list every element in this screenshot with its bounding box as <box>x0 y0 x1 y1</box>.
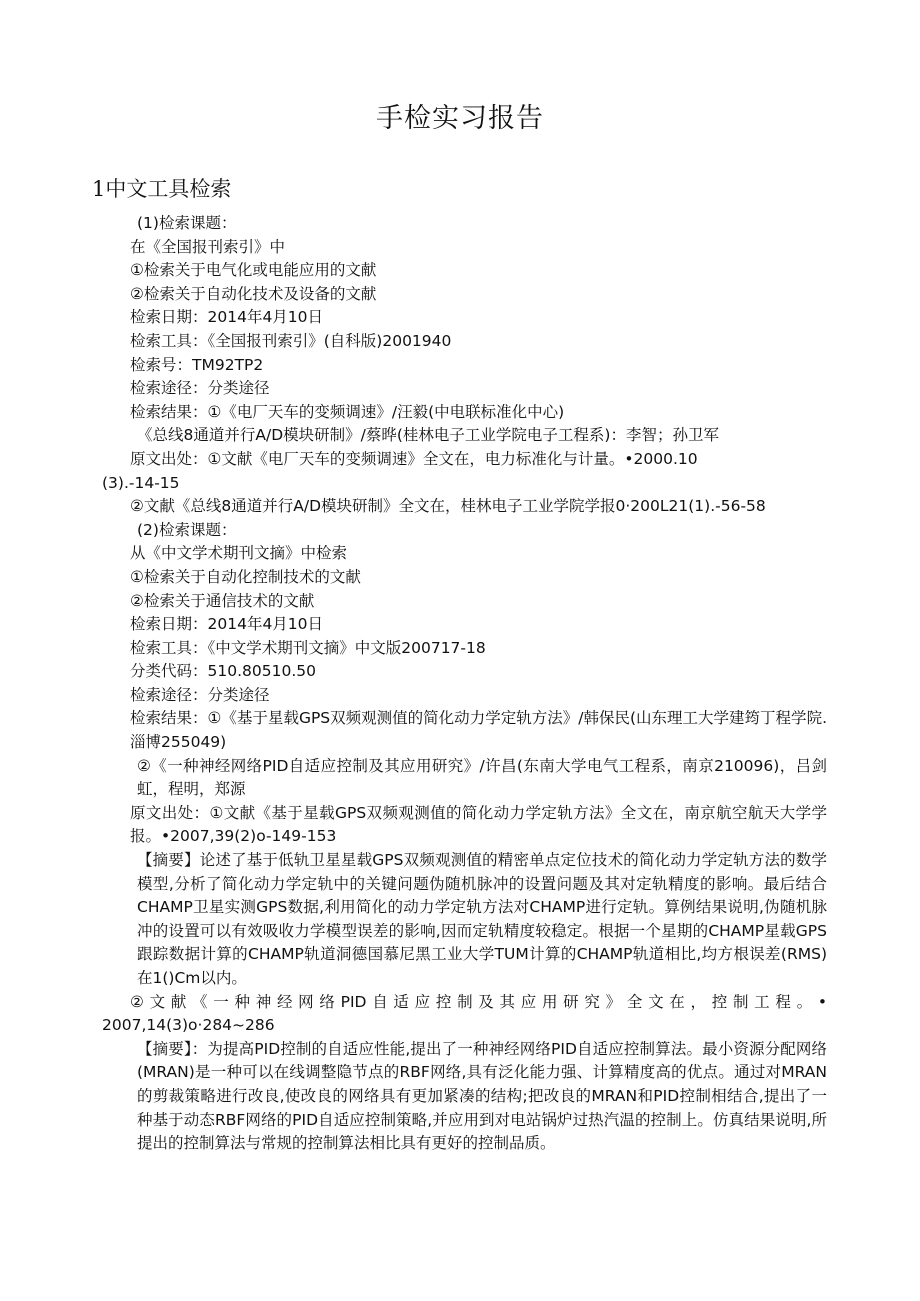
query-2-result-a: 检索结果：①《基于星载GPS双频观测值的简化动力学定轨方法》/韩保民(山东理工大学建筠丁程学院.淄博255049) <box>130 709 827 752</box>
query-1-date: 检索日期：2014年4月10日 <box>130 308 324 327</box>
query-1-path: 检索途径：分类途径 <box>130 379 270 398</box>
abstract-1: 【摘要】论述了基于低轨卫星星载GPS双频观测值的精密单点定位技术的简化动力学定轨方法的数学模型,分析了简化动力学定轨中的关键问题伪随机脉冲的设置问题及其对定轨精度的影响。最后结合CHAMP卫星实测GPS数据,利用简化的动力学定轨方法对CHAMP进行定轨。算例结果说明,伪随机脉冲的设置可以有效吸收力学模型误差的影响,因而定轨精度较稳定。根据一个星期的CHAMP星载GPS跟踪数据计算的CHAMP轨道洞德国慕尼黑工业大学TUM计算的CHAMP轨道相比,均方根误差(RMS)在1()Cm以内。 <box>137 851 827 987</box>
query-2-path: 检索途径：分类途径 <box>130 685 270 704</box>
query-1-topic-a: ①检索关于电气化或电能应用的文献 <box>130 261 377 280</box>
query-1-result-a: 检索结果：①《电厂天车的变频调速》/汪毅(中电联标准化中心) <box>130 402 565 421</box>
query-2-source: 从《中文学术期刊文摘》中检索 <box>130 544 348 563</box>
page-title: 手检实习报告 <box>376 103 544 134</box>
query-1-origin-a: 原文出处：①文献《电厂天车的变频调速》全文在，电力标准化与计量。•2000.10 <box>130 449 698 468</box>
query-1-result-b: 《总线8通道并行A/D模块研制》/蔡晔(桂林电子工业学院电子工程系)：李智；孙卫军 <box>137 426 719 445</box>
query-2-class-code: 分类代码：510.80510.50 <box>130 662 316 681</box>
query-2-date: 检索日期：2014年4月10日 <box>130 615 324 634</box>
query-2-topic-a: ①检索关于自动化控制技术的文献 <box>130 567 361 586</box>
abstract-2: 【摘要】：为提高PID控制的自适应性能,提出了一种神经网络PID自适应控制算法。最小资源分配网络(MRAN)是一种可以在线调整隐节点的RBF网络,具有泛化能力强、计算精度高的优点。通过对MRAN的剪裁策略进行改良,使改良的网络具有更加紧凑的结构;把改良的MRAN和PID控制相结合,提出了一种基于动态RBF网络的PID自适应控制策略,并应用到对电站锅炉过热汽温的控制上。仿真结果说明,所提出的控制算法与常规的控制算法相比具有更好的控制品质。 <box>137 1039 827 1153</box>
query-2-origin-b: ②文献《一种神经网络PID自适应控制及其应用研究》全文在，控制工程。• <box>130 992 827 1011</box>
document-body <box>92 212 827 1156</box>
query-2-result-b: ②《一种神经网络PID自适应控制及其应用研究》/许昌(东南大学电气工程系，南京210096)，吕剑虹，程明，郑源 <box>137 756 827 799</box>
query-1-origin-a-pages: (3).-14-15 <box>102 473 180 492</box>
query-1-call-number: 检索号：TM92TP2 <box>130 355 264 374</box>
query-1-label: (1)检索课题： <box>137 214 237 232</box>
query-2-origin-b-pages: 2007,14(3)o·284~286 <box>102 1016 275 1035</box>
query-1-tool: 检索工具：《全国报刊索引》(自科版)2001940 <box>130 331 452 350</box>
query-1-origin-b: ②文献《总线8通道并行A/D模块研制》全文在，桂林电子工业学院学报0·200L21(1).-56-58 <box>130 497 766 516</box>
section-heading: 1中文工具检索 <box>92 177 232 201</box>
query-1-topic-b: ②检索关于自动化技术及设备的文献 <box>130 284 377 303</box>
query-2-label: (2)检索课题： <box>137 520 237 539</box>
query-2-origin-a: 原文出处：①文献《基于星载GPS双频观测值的简化动力学定轨方法》全文在，南京航空航天大学学报。•2007,39(2)o-149-153 <box>130 803 827 846</box>
query-1-source: 在《全国报刊索引》中 <box>130 237 286 256</box>
query-2-topic-b: ②检索关于通信技术的文献 <box>130 591 315 610</box>
query-2-tool: 检索工具：《中文学术期刊文摘》中文版200717-18 <box>130 638 486 657</box>
